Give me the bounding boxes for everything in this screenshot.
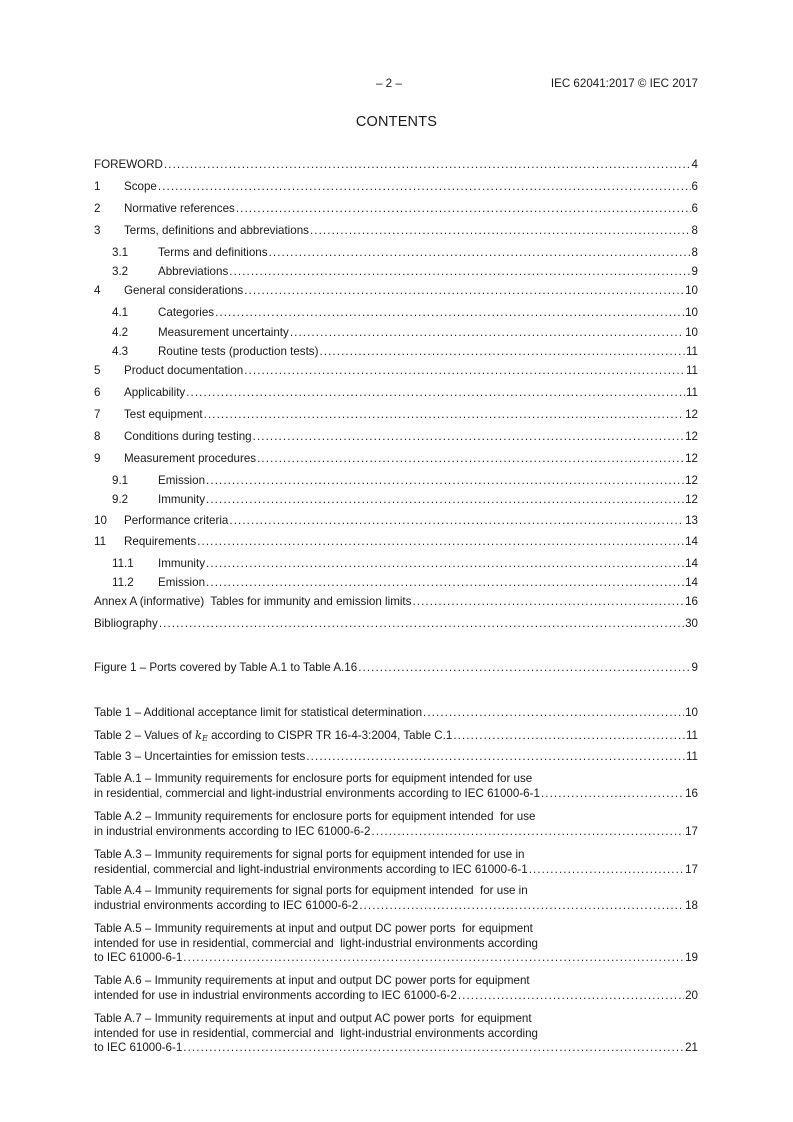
page-title: CONTENTS xyxy=(355,114,438,130)
toc-entry-terms-definitions[interactable]: 3.1 Terms and definitions ..... 8 xyxy=(94,246,698,261)
toc-entry-emission-9-1[interactable]: 9.1 Emission ..... 12 xyxy=(94,474,698,489)
page-number: – 2 – xyxy=(376,77,402,90)
toc-entry-conditions-during-testing[interactable]: 8 Conditions during testing ..... 12 xyxy=(94,430,698,445)
table-entry-2[interactable]: Table 2 – Values of $k_E$ according to CISPR TR 16-4-3:2004, Table C.1 ..... 11 xyxy=(94,728,698,743)
toc-entry-routine-tests[interactable]: 4.3 Routine tests (production tests) ..... 11 xyxy=(94,345,698,360)
toc-entry-measurement-procedures[interactable]: 9 Measurement procedures ..... 12 xyxy=(94,452,698,467)
table-entry-a1[interactable]: Table A.1 – Immunity requirements for enclosure ports for equipment intended for use in residential, commercial and light-industrial environments according to IEC 61000-6-1 ..... 16 xyxy=(94,772,698,801)
toc-entry-general-considerations[interactable]: 4 General considerations ..... 10 xyxy=(94,284,698,299)
toc-entry-requirements[interactable]: 11 Requirements ..... 14 xyxy=(94,535,698,550)
toc-entry-normative-references[interactable]: 2 Normative references ..... 6 xyxy=(94,202,698,217)
toc-entry-immunity-11-1[interactable]: 11.1 Immunity ..... 14 xyxy=(94,557,698,572)
table-entry-1[interactable]: Table 1 – Additional acceptance limit for statistical determination ..... 10 xyxy=(94,706,698,721)
toc-entry-annex-a[interactable]: Annex A (informative) Tables for immunity and emission limits ..... 16 xyxy=(94,595,698,610)
toc-entry-scope[interactable]: 1 Scope ..... 6 xyxy=(94,180,698,195)
table-entry-a3[interactable]: Table A.3 – Immunity requirements for signal ports for equipment intended for use in residential, commercial and light-industrial environments according to IEC 61000-6-1 ..... 17 xyxy=(94,848,698,877)
toc-entry-measurement-uncertainty[interactable]: 4.2 Measurement uncertainty ..... 10 xyxy=(94,326,698,341)
table-entry-a7[interactable]: Table A.7 – Immunity requirements at input and output AC power ports for equipment intended for use in residential, commercial and light-industrial environments according to IEC 61000-6-1 ..... 21 xyxy=(94,1012,698,1056)
toc-entry-emission-11-2[interactable]: 11.2 Emission ..... 14 xyxy=(94,576,698,591)
toc-entry-bibliography[interactable]: Bibliography ..... 30 xyxy=(94,617,698,632)
table-entry-a2[interactable]: Table A.2 – Immunity requirements for enclosure ports for equipment intended for use in industrial environments according to IEC 61000-6-2 ..... 17 xyxy=(94,810,698,839)
toc-entry-performance-criteria[interactable]: 10 Performance criteria ..... 13 xyxy=(94,514,698,529)
toc-entry-abbreviations[interactable]: 3.2 Abbreviations ..... 9 xyxy=(94,265,698,280)
toc-entry-foreword[interactable]: FOREWORD ..... 4 xyxy=(94,158,698,173)
toc-entry-immunity-9-2[interactable]: 9.2 Immunity ..... 12 xyxy=(94,493,698,508)
toc-entry-product-documentation[interactable]: 5 Product documentation ..... 11 xyxy=(94,364,698,379)
toc-entry-applicability[interactable]: 6 Applicability ..... 11 xyxy=(94,386,698,401)
page-header xyxy=(0,77,793,93)
table-entry-a4[interactable]: Table A.4 – Immunity requirements for signal ports for equipment intended for use in industrial environments according to IEC 61000-6-2 ..... 18 xyxy=(94,884,698,913)
figure-entry-1[interactable]: Figure 1 – Ports covered by Table A.1 to Table A.16 ..... 9 xyxy=(94,661,698,676)
table-entry-a5[interactable]: Table A.5 – Immunity requirements at input and output DC power ports for equipment intended for use in residential, commercial and light-industrial environments according to IEC 61000-6-1 ..... 19 xyxy=(94,922,698,966)
toc-entry-test-equipment[interactable]: 7 Test equipment ..... 12 xyxy=(94,408,698,423)
toc-entry-terms[interactable]: 3 Terms, definitions and abbreviations ..... 8 xyxy=(94,224,698,239)
table-entry-a6[interactable]: Table A.6 – Immunity requirements at input and output DC power ports for equipment intended for use in industrial environments according to IEC 61000-6-2 ..... 20 xyxy=(94,974,698,1003)
copyright-notice: IEC 62041:2017 © IEC 2017 xyxy=(550,77,698,90)
toc-entry-categories[interactable]: 4.1 Categories ..... 10 xyxy=(94,306,698,321)
table-entry-3[interactable]: Table 3 – Uncertainties for emission tests ..... 11 xyxy=(94,750,698,765)
